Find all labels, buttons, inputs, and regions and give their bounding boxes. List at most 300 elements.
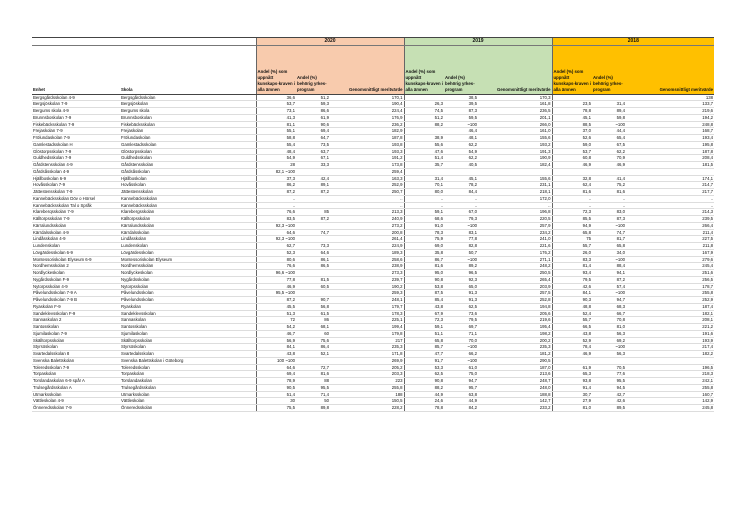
cell-2019-kunskapskrav: 91,7: [404, 357, 444, 364]
cell-enhet: Bergsjöskolan 7-9: [32, 101, 120, 108]
cell-enhet: Lövgärdesskolan 6-9: [32, 249, 120, 256]
cell-2018-behorig: 70,5: [592, 364, 626, 371]
cell-2018-kunskapskrav: 65,8: [552, 229, 592, 236]
cell-2018-behorig: 44,4: [592, 128, 626, 135]
cell-2020-kunskapskrav: 77,8: [256, 276, 296, 283]
cell-2019-kunskapskrav: 85,7: [404, 344, 444, 351]
cell-2020-merit: 170,1: [330, 94, 404, 101]
cell-2019-behorig: 69,7: [444, 324, 478, 331]
cell-enhet: Sandeklevsskolan F-9: [32, 310, 120, 317]
cell-2018-kunskapskrav: 90,3: [552, 297, 592, 304]
cell-enhet: Påvelundsskolan 7-9 B: [32, 297, 120, 304]
cell-skola: Önneredsskolan: [120, 405, 256, 412]
cell-2018-kunskapskrav: [552, 168, 592, 175]
cell-enhet: Torslandaskolan 6-9 spår A: [32, 378, 120, 385]
table-body: [32, 94, 714, 411]
cell-enhet: Hovåsskolan 7-9: [32, 182, 120, 189]
cell-2018-merit: 266,4: [626, 222, 714, 229]
cell-skola: Toleredsskolan: [120, 364, 256, 371]
cell-2019-behorig: ..: [444, 195, 478, 202]
cell-enhet: Santosskolan: [32, 324, 120, 331]
cell-2020-merit: 187,8: [330, 135, 404, 142]
cell-enhet: Gårdstensskolan 4-9: [32, 162, 120, 169]
cell-enhet: Nordhemsskolan 2: [32, 263, 120, 270]
cell-skola: Glöstorpsskolan: [120, 148, 256, 155]
cell-2020-merit: 261,4: [330, 236, 404, 243]
cell-2019-kunskapskrav: 67,9: [404, 310, 444, 317]
cell-enhet: Lundenskolan: [32, 243, 120, 250]
cell-2018-behorig: 65,8: [592, 243, 626, 250]
header-2020-merit: Genomsnittligt meritvärde: [330, 45, 404, 94]
cell-2018-kunskapskrav: 32,8: [552, 175, 592, 182]
cell-2020-merit: 193,8: [330, 141, 404, 148]
cell-skola: Skälltorpsskolan: [120, 337, 256, 344]
cell-2018-kunskapskrav: 78,4: [552, 344, 592, 351]
table-row: [32, 94, 714, 101]
cell-2020-kunskapskrav: 95,5 ~100: [256, 290, 296, 297]
cell-skola: Svartedalsskolan: [120, 351, 256, 358]
cell-2020-merit: 189,3: [330, 249, 404, 256]
cell-skola: Sjumilaskolan: [120, 330, 256, 337]
cell-2018-behorig: 74,7: [592, 229, 626, 236]
cell-skola: Jättestensskolan: [120, 189, 256, 196]
cell-2018-merit: 242,1: [626, 378, 714, 385]
cell-2019-behorig: 92,3: [444, 276, 478, 283]
table-row: [32, 216, 714, 223]
table-row: [32, 384, 714, 391]
cell-2019-merit: 235,3: [478, 344, 552, 351]
cell-2019-merit: 190,9: [478, 155, 552, 162]
cell-skola: Frejaskolan: [120, 128, 256, 135]
cell-2020-behorig: 63,7: [296, 148, 330, 155]
cell-skola: Kannebäcksskolan: [120, 195, 256, 202]
cell-enhet: Torpaskolan: [32, 371, 120, 378]
cell-2018-behorig: 56,3: [592, 330, 626, 337]
cell-2020-behorig: [296, 357, 330, 364]
cell-enhet: Frölundaskolan 7-9: [32, 135, 120, 142]
cell-enhet: Nygårdsskolan F-9: [32, 276, 120, 283]
cell-2020-merit: 203,3: [330, 371, 404, 378]
cell-2020-kunskapskrav: 92,3 ~100: [256, 236, 296, 243]
cell-2020-merit: 236,2: [330, 121, 404, 128]
cell-2019-behorig: 62,5: [444, 303, 478, 310]
cell-2020-merit: 193,3: [330, 148, 404, 155]
cell-2018-merit: 208,1: [626, 317, 714, 324]
cell-2019-kunskapskrav: [404, 168, 444, 175]
cell-2020-kunskapskrav: 80,6: [256, 256, 296, 263]
cell-2019-behorig: 83,1: [444, 229, 478, 236]
results-sheet: [32, 37, 714, 412]
cell-2018-kunskapskrav: 72,3: [552, 209, 592, 216]
cell-2018-kunskapskrav: 62,4: [552, 182, 592, 189]
cell-2019-kunskapskrav: 26,3: [404, 101, 444, 108]
cell-2018-merit: 239,5: [626, 216, 714, 223]
cell-2020-merit: 171,8: [330, 351, 404, 358]
cell-2020-merit: 239,7: [330, 276, 404, 283]
cell-2019-behorig: 46,4: [444, 128, 478, 135]
cell-2018-merit: 219,6: [626, 108, 714, 115]
cell-skola: Svenska Balettskolan i Göteborg: [120, 357, 256, 364]
cell-2019-kunskapskrav: 51,1: [404, 330, 444, 337]
cell-2020-kunskapskrav: 52,3: [256, 249, 296, 256]
cell-skola: Hjällboskolan: [120, 175, 256, 182]
cell-2018-merit: 217,4: [626, 344, 714, 351]
cell-enhet: Sannaskolan 2: [32, 317, 120, 324]
cell-2018-merit: 214,3: [626, 209, 714, 216]
cell-2018-kunskapskrav: 81,6: [552, 189, 592, 196]
cell-enhet: Utmarksskolan: [32, 391, 120, 398]
cell-enhet: Gamlestadsskolan H: [32, 141, 120, 148]
cell-skola: Klarebergsskolan: [120, 209, 256, 216]
cell-2019-kunskapskrav: 80,0: [404, 189, 444, 196]
cell-2019-behorig: 94,7: [444, 378, 478, 385]
cell-2020-merit: 273,2: [330, 222, 404, 229]
table-row: [32, 310, 714, 317]
cell-2020-behorig: 69,4: [296, 128, 330, 135]
table-row: [32, 195, 714, 202]
cell-2020-behorig: 60,5: [296, 283, 330, 290]
cell-2020-merit: 150,5: [330, 398, 404, 405]
table-row: [32, 182, 714, 189]
cell-2020-kunskapskrav: 78,9: [256, 378, 296, 385]
cell-2020-behorig: [296, 270, 330, 277]
table-row: [32, 297, 714, 304]
cell-2018-behorig: 81,0: [592, 324, 626, 331]
cell-2019-merit: 155,6: [478, 135, 552, 142]
cell-2019-behorig: 89,2: [444, 263, 478, 270]
cell-2018-behorig: 57,4: [592, 283, 626, 290]
cell-skola: Torpaskolan: [120, 371, 256, 378]
cell-2019-kunskapskrav: 68,6: [404, 216, 444, 223]
cell-2019-behorig: ~100: [444, 256, 478, 263]
cell-skola: Bergsgårdsskolan: [120, 94, 256, 101]
cell-2020-behorig: 60: [296, 330, 330, 337]
cell-2020-behorig: 81,5: [296, 276, 330, 283]
table-row: [32, 121, 714, 128]
table-row: [32, 391, 714, 398]
cell-2020-behorig: [296, 195, 330, 202]
cell-2020-kunskapskrav: 75,5: [256, 405, 296, 412]
cell-2020-kunskapskrav: 41,3: [256, 114, 296, 121]
cell-2020-behorig: 61,5: [296, 310, 330, 317]
cell-2019-merit: 193,2: [478, 141, 552, 148]
cell-2019-behorig: 79,3: [444, 216, 478, 223]
cell-2019-merit: 221,6: [478, 243, 552, 250]
table-row: [32, 317, 714, 324]
cell-2020-kunskapskrav: 76,6: [256, 263, 296, 270]
school-results-table: [32, 37, 714, 412]
table-row: [32, 148, 714, 155]
cell-2020-kunskapskrav: 55,1: [256, 128, 296, 135]
cell-2018-merit: 196,5: [626, 364, 714, 371]
cell-2020-behorig: 64,6: [296, 249, 330, 256]
cell-2018-behorig: 31,4: [592, 101, 626, 108]
cell-skola: Nordhemsskolan: [120, 263, 256, 270]
cell-2020-behorig: [296, 236, 330, 243]
cell-2020-kunskapskrav: 51,3: [256, 310, 296, 317]
cell-2020-behorig: 86,1: [296, 256, 330, 263]
cell-2019-merit: 191,3: [478, 148, 552, 155]
header-skola: Skola: [120, 45, 256, 94]
cell-2018-behorig: ~100: [592, 121, 626, 128]
cell-2020-kunskapskrav: 58,8: [256, 135, 296, 142]
cell-skola: Påvelundsskolan: [120, 297, 256, 304]
cell-2020-kunskapskrav: 76,6: [256, 209, 296, 216]
cell-2020-behorig: 87,2: [296, 189, 330, 196]
cell-2020-merit: ..: [330, 202, 404, 209]
cell-2018-kunskapskrav: 84,1: [552, 290, 592, 297]
cell-2018-merit: 256,5: [626, 276, 714, 283]
cell-skola: Påvelundsskolan: [120, 290, 256, 297]
cell-2018-behorig: 88,4: [592, 263, 626, 270]
cell-2020-kunskapskrav: 30: [256, 398, 296, 405]
cell-2018-kunskapskrav: 83,3: [552, 256, 592, 263]
cell-2018-behorig: 68,3: [592, 303, 626, 310]
cell-2019-merit: 252,8: [478, 297, 552, 304]
table-row: [32, 135, 714, 142]
cell-2019-behorig: 84,4: [444, 189, 478, 196]
cell-2018-kunskapskrav: 93,8: [552, 378, 592, 385]
cell-2019-merit: 181,2: [478, 351, 552, 358]
cell-2020-merit: 273,3: [330, 270, 404, 277]
cell-2019-kunskapskrav: 70,1: [404, 182, 444, 189]
cell-enhet: Lindåsskolan 4-9: [32, 236, 120, 243]
cell-2018-merit: 182,1: [626, 310, 714, 317]
cell-2018-behorig: 89,4: [592, 108, 626, 115]
cell-2018-kunskapskrav: 48,8: [552, 303, 592, 310]
cell-2019-kunskapskrav: ..: [404, 195, 444, 202]
cell-skola: Utmarksskolan: [120, 391, 256, 398]
cell-2019-kunskapskrav: 90,8: [404, 378, 444, 385]
cell-2019-behorig: 91,3: [444, 297, 478, 304]
cell-2020-behorig: 86,6: [296, 108, 330, 115]
cell-2019-behorig: 48,1: [444, 135, 478, 142]
cell-2019-kunskapskrav: 51,4: [404, 155, 444, 162]
cell-2019-kunskapskrav: [404, 128, 444, 135]
cell-skola: Guldhedsskolan: [120, 155, 256, 162]
cell-2019-behorig: ~100: [444, 222, 478, 229]
cell-2019-kunskapskrav: 78,8: [404, 405, 444, 412]
cell-2020-behorig: 86: [296, 317, 330, 324]
cell-2019-merit: 233,2: [478, 405, 552, 412]
cell-enhet: Kannebäcksskolan Tal o Språk: [32, 202, 120, 209]
cell-2020-behorig: 86,5: [296, 263, 330, 270]
cell-2018-behorig: 81,6: [592, 189, 626, 196]
cell-2019-kunskapskrav: 85,4: [404, 297, 444, 304]
cell-2018-behorig: 83,0: [592, 209, 626, 216]
cell-2020-merit: 223: [330, 378, 404, 385]
table-row: [32, 229, 714, 236]
cell-2018-kunskapskrav: 46,9: [552, 162, 592, 169]
cell-2019-merit: 234,2: [478, 229, 552, 236]
cell-2018-behorig: 56,3: [592, 351, 626, 358]
cell-2018-merit: 191,6: [626, 330, 714, 337]
cell-2018-kunskapskrav: 88,5: [552, 121, 592, 128]
table-row: [32, 290, 714, 297]
cell-2020-behorig: 51,2: [296, 94, 330, 101]
cell-2019-merit: 182,4: [478, 162, 552, 169]
cell-2018-merit: 251,6: [626, 270, 714, 277]
cell-2019-behorig: 50,7: [444, 249, 478, 256]
cell-2019-merit: 248,2: [478, 263, 552, 270]
cell-skola: Nygårdsskolan: [120, 276, 256, 283]
cell-2018-behorig: 87,3: [592, 216, 626, 223]
cell-2018-kunskapskrav: 61,9: [552, 364, 592, 371]
cell-2019-kunskapskrav: ..: [404, 202, 444, 209]
cell-2018-behorig: 69,2: [592, 337, 626, 344]
cell-2019-kunskapskrav: 86,7: [404, 256, 444, 263]
cell-2018-behorig: [592, 357, 626, 364]
cell-2019-merit: 231,1: [478, 182, 552, 189]
cell-2018-kunskapskrav: ..: [552, 195, 592, 202]
cell-2020-behorig: 81,6: [296, 371, 330, 378]
cell-2020-behorig: 71,4: [296, 391, 330, 398]
cell-2020-merit: 228,2: [330, 405, 404, 412]
cell-2019-merit: 236,5: [478, 108, 552, 115]
cell-2018-behorig: ~100: [592, 256, 626, 263]
cell-2020-merit: 235,3: [330, 344, 404, 351]
cell-2018-behorig: 87,2: [592, 276, 626, 283]
cell-2018-kunskapskrav: 23,5: [552, 101, 592, 108]
cell-2018-behorig: ~100: [592, 290, 626, 297]
cell-2018-kunskapskrav: 78,8: [552, 108, 592, 115]
cell-2020-behorig: 89,1: [296, 182, 330, 189]
cell-2019-merit: 200,2: [478, 337, 552, 344]
cell-enhet: Kannebäcksskolan Döv o Hörsel: [32, 195, 120, 202]
cell-2018-kunskapskrav: 52,6: [552, 135, 592, 142]
cell-2019-merit: 213,6: [478, 371, 552, 378]
cell-2020-behorig: 90,7: [296, 297, 330, 304]
cell-2020-merit: 199,4: [330, 324, 404, 331]
cell-2018-kunskapskrav: 79,5: [552, 276, 592, 283]
table-row: [32, 209, 714, 216]
cell-2019-merit: 195,4: [478, 324, 552, 331]
cell-2018-kunskapskrav: 75: [552, 236, 592, 243]
year-2019-header: 2019: [404, 38, 552, 46]
cell-2020-kunskapskrav: 69,4: [256, 371, 296, 378]
table-row: [32, 344, 714, 351]
cell-2019-behorig: 67,0: [444, 209, 478, 216]
cell-enhet: Källtorpsskolan 7-9: [32, 216, 120, 223]
cell-2019-kunskapskrav: 38,9: [404, 135, 444, 142]
cell-2020-merit: 252,9: [330, 182, 404, 189]
cell-2018-merit: 255,8: [626, 290, 714, 297]
cell-2019-behorig: 44,9: [444, 398, 478, 405]
cell-2020-kunskapskrav: 51,4: [256, 391, 296, 398]
cell-2019-kunskapskrav: 87,5: [404, 290, 444, 297]
cell-2019-kunskapskrav: 78,3: [404, 229, 444, 236]
cell-2020-kunskapskrav: 62,7: [256, 243, 296, 250]
cell-enhet: Påvelundsskolan 7-9 A: [32, 290, 120, 297]
cell-2020-kunskapskrav: 43,8: [256, 351, 296, 358]
cell-2018-merit: 211,8: [626, 243, 714, 250]
cell-2018-kunskapskrav: 91,4: [552, 384, 592, 391]
cell-2020-kunskapskrav: 73,1: [256, 108, 296, 115]
cell-2018-merit: 195,8: [626, 141, 714, 148]
cell-2020-behorig: 88: [296, 378, 330, 385]
cell-skola: Torslandaskolan: [120, 378, 256, 385]
cell-2019-behorig: ~100: [444, 357, 478, 364]
cell-2020-merit: 178,3: [330, 310, 404, 317]
table-row: [32, 249, 714, 256]
table-row: [32, 324, 714, 331]
cell-2019-merit: 194,8: [478, 303, 552, 310]
cell-2018-merit: 218,3: [626, 371, 714, 378]
cell-2018-behorig: ~100: [592, 344, 626, 351]
table-row: [32, 141, 714, 148]
cell-2018-behorig: 59,8: [592, 114, 626, 121]
cell-2018-behorig: 66,7: [592, 310, 626, 317]
cell-enhet: Toleredsskolan 7-9: [32, 364, 120, 371]
cell-2019-kunskapskrav: 59,1: [404, 209, 444, 216]
table-row: [32, 101, 714, 108]
cell-2018-behorig: 75,2: [592, 182, 626, 189]
year-2020-header: 2020: [256, 38, 404, 46]
cell-2019-behorig: 39,5: [444, 101, 478, 108]
cell-2019-merit: 161,8: [478, 101, 552, 108]
cell-2019-merit: 257,5: [478, 290, 552, 297]
cell-2019-behorig: 66,2: [444, 351, 478, 358]
cell-2020-kunskapskrav: 46,7: [256, 330, 296, 337]
header-2020-kunskapskrav: Andel (%) som uppnått kunskaps-kraven i alla ämnen: [256, 45, 296, 94]
cell-2019-behorig: 96,5: [444, 270, 478, 277]
cell-2018-kunskapskrav: 43,8: [552, 330, 592, 337]
cell-2019-kunskapskrav: 51,2: [404, 114, 444, 121]
cell-skola: Trulsegårdsskolan: [120, 384, 256, 391]
cell-2018-merit: ..: [626, 195, 714, 202]
cell-2019-kunskapskrav: 44,9: [404, 391, 444, 398]
cell-2019-merit: 142,7: [478, 398, 552, 405]
cell-2020-merit: 258,6: [330, 256, 404, 263]
cell-2018-behorig: ..: [592, 202, 626, 209]
cell-2019-merit: 290,5: [478, 357, 552, 364]
cell-skola: Kärralundsskolan: [120, 222, 256, 229]
cell-2019-merit: 188,8: [478, 391, 552, 398]
cell-skola: Sannaskolan: [120, 317, 256, 324]
cell-2020-behorig: 85: [296, 209, 330, 216]
cell-2020-merit: 179,7: [330, 303, 404, 310]
cell-2018-kunskapskrav: 81,0: [552, 405, 592, 412]
cell-2020-kunskapskrav: 64,6: [256, 229, 296, 236]
cell-skola: Montessoriskolan Elyseum: [120, 256, 256, 263]
header-2019-kunskapskrav: Andel (%) som uppnått kunskaps-kraven i alla ämnen: [404, 45, 444, 94]
cell-enhet: Svenska Balettskolan: [32, 357, 120, 364]
cell-2020-kunskapskrav: 90,5: [256, 384, 296, 391]
cell-2019-kunskapskrav: 74,5: [404, 108, 444, 115]
cell-2019-behorig: 73,6: [444, 310, 478, 317]
cell-2018-merit: 182,2: [626, 351, 714, 358]
cell-2020-behorig: [296, 290, 330, 297]
cell-2018-kunskapskrav: 60,8: [552, 155, 592, 162]
cell-2018-kunskapskrav: 81,4: [552, 263, 592, 270]
cell-2018-behorig: 34,0: [592, 249, 626, 256]
cell-enhet: Kärralundsskolan: [32, 222, 120, 229]
cell-2018-merit: 245,4: [626, 263, 714, 270]
cell-2020-behorig: [296, 202, 330, 209]
table-row: [32, 189, 714, 196]
cell-2018-behorig: 41,4: [592, 175, 626, 182]
cell-skola: Källtorpsskolan: [120, 216, 256, 223]
cell-2020-behorig: 89,8: [296, 405, 330, 412]
cell-2019-kunskapskrav: 47,7: [404, 351, 444, 358]
table-row: [32, 222, 714, 229]
cell-2018-behorig: 81,7: [592, 236, 626, 243]
cell-skola: Gårdstensskolan: [120, 162, 256, 169]
cell-enhet: Fiskebäcksskolan 7-9: [32, 121, 120, 128]
table-row: [32, 175, 714, 182]
cell-2019-behorig: 79,5: [444, 317, 478, 324]
cell-2019-merit: 176,2: [478, 249, 552, 256]
